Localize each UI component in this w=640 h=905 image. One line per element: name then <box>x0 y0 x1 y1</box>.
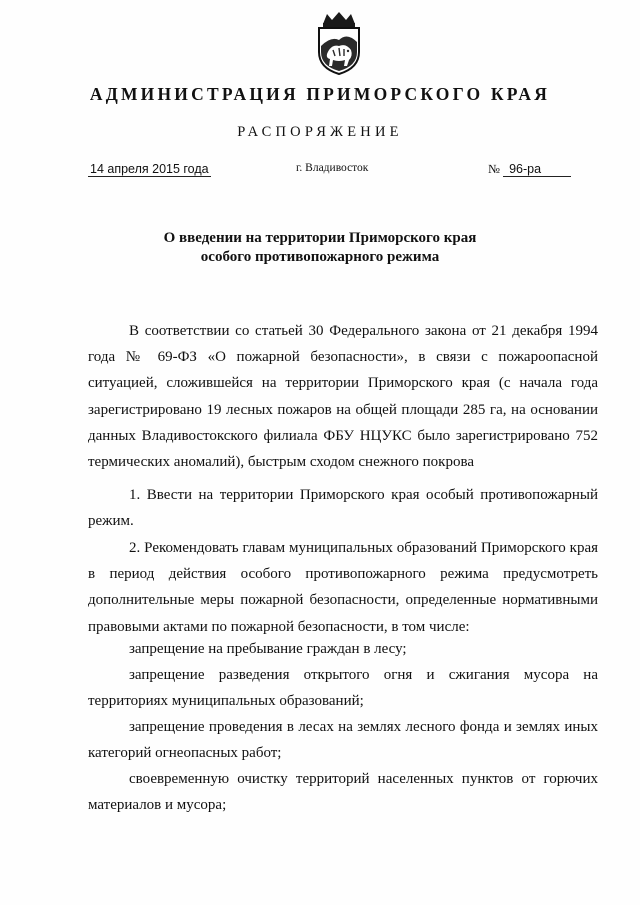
item-1-paragraph: 1. Ввести на территории Приморского края особый противопожарный режим. <box>88 487 598 530</box>
subject-line-2: особого противопожарного режима <box>200 249 440 265</box>
measure-4-paragraph: своевременную очистку территорий населенных пунктов от горючих материалов и мусора; <box>88 771 598 814</box>
preamble-paragraph: В соответствии со статьей 30 Федерального закона от 21 декабря 1994 года № 69-ФЗ «О пожарной безопасности», в связи с пожароопасной ситуацией, сложившейся на территории Приморского края (с начала года зарегистрировано 19 лесных пожаров на общей площади 285 га, на основании данных Владивостокского филиала ФБУ НЦУКС было зарегистрировано 752 термических аномалий), быстрым сходом снежного покрова <box>88 323 598 471</box>
document-number-value: 96-ра <box>503 162 571 177</box>
measure-3-paragraph: запрещение проведения в лесах на землях лесного фонда и землях иных категорий огнеопасных работ; <box>88 719 598 762</box>
document-type: РАСПОРЯЖЕНИЕ <box>237 124 403 140</box>
item-2-paragraph: 2. Рекомендовать главам муниципальных образований Приморского края в период действия особого противопожарного режима предусмотреть дополнительные меры пожарной безопасности, определенные нормативными правовыми актами по пожарной безопасности, в том числе: <box>88 540 598 635</box>
document-city: г. Владивосток <box>296 162 369 174</box>
document-date <box>88 162 211 176</box>
document-number <box>488 162 571 177</box>
document-date-value: 14 апреля 2015 года <box>90 162 209 176</box>
measure-1-paragraph: запрещение на пребывание граждан в лесу; <box>129 641 407 657</box>
document-subject <box>0 229 640 267</box>
subject-line-1: О введении на территории Приморского края <box>163 230 477 246</box>
measure-2-paragraph: запрещение разведения открытого огня и сжигания мусора на территориях муниципальных образований; <box>88 667 598 710</box>
primorsky-krai-coat-of-arms-icon <box>313 10 365 76</box>
organization-title: АДМИНИСТРАЦИЯ ПРИМОРСКОГО КРАЯ <box>89 84 551 104</box>
number-prefix: № <box>488 162 500 176</box>
